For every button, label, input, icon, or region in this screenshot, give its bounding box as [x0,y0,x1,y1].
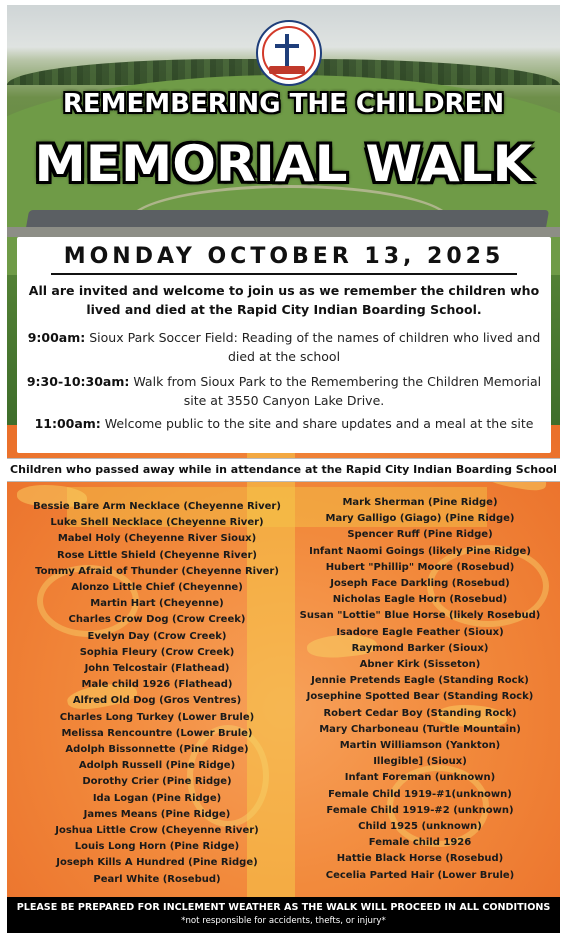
child-name-entry: Louis Long Horn (Pine Ridge) [74,841,240,853]
road [7,227,560,237]
event-date: MONDAY OCTOBER 13, 2025 [63,244,505,269]
child-name-entry: Joseph Kills A Hundred (Pine Ridge) [56,857,258,869]
child-name-entry: Josephine Spotted Bear (Standing Rock) [306,691,534,703]
child-name-entry: Abner Kirk (Sisseton) [359,659,481,671]
child-name-entry: Mary Charboneau (Turtle Mountain) [319,723,521,735]
child-name-entry: James Means (Pine Ridge) [83,808,231,820]
schedule-item [25,372,543,410]
child-name-entry: Adolph Bissonnette (Pine Ridge) [65,744,249,756]
child-name-entry: Male child 1926 (Flathead) [81,679,233,691]
child-name-entry: Dorothy Crier (Pine Ridge) [82,776,232,788]
weather-warning: PLEASE BE PREPARED FOR INCLEMENT WEATHER AS THE WALK WILL PROCEED IN ALL CONDITIONS [16,902,551,913]
title-line-2: MEMORIAL WALK [34,135,533,193]
event-info-card [17,237,551,453]
child-name-entry: Mary Galligo (Giago) (Pine Ridge) [325,513,515,525]
child-name-entry: Raymond Barker (Sioux) [351,642,489,654]
child-name-entry: Infant Foreman (unknown) [344,772,496,784]
child-name-entry: Charles Long Turkey (Lower Brule) [59,711,255,723]
schedule-text: Sioux Park Soccer Field: Reading of the names of children who lived and died at the school [89,330,541,364]
child-name-entry: Nicholas Eagle Horn (Rosebud) [332,594,508,606]
child-name-entry: Female child 1926 [368,837,472,849]
schedule-item [25,414,543,433]
child-name-entry: Robert Cedar Boy (Standing Rock) [323,707,517,719]
schedule-time: 9:00am: [27,330,86,345]
child-name-entry: Jennie Pretends Eagle (Standing Rock) [311,675,529,687]
child-name-entry: Tommy Afraid of Thunder (Cheyenne River) [35,565,279,577]
child-name-entry: Alonzo Little Chief (Cheyenne) [71,582,243,594]
child-name-entry: Melissa Rencountre (Lower Brule) [61,727,253,739]
child-name-entry: Illegible] (Sioux) [373,756,467,768]
date-underline [51,273,517,275]
child-name-entry: Isadore Eagle Feather (Sioux) [336,626,504,638]
child-name-entry: Infant Naomi Goings (likely Pine Ridge) [309,545,531,557]
schedule-text: Welcome public to the site and share updates and a meal at the site [104,416,534,431]
child-name-entry: Spencer Ruff (Pine Ridge) [347,529,493,541]
schedule-text: Walk from Sioux Park to the Remembering the Children Memorial site at 3550 Canyon Lake Drive. [133,374,542,408]
child-name-entry: Hubert "Phillip" Moore (Rosebud) [325,561,515,573]
child-name-entry: Joseph Face Darkling (Rosebud) [330,578,510,590]
child-name-entry: Mabel Holy (Cheyenne River Sioux) [57,533,257,545]
child-name-entry: Ida Logan (Pine Ridge) [92,792,222,804]
schedule-time: 11:00am: [34,416,101,431]
event-intro: All are invited and welcome to join us as we remember the children who lived and died at the Rapid City Indian Boarding School. [28,283,540,317]
footer-banner [7,897,560,933]
child-name-entry: Sophia Fleury (Crow Creek) [79,646,235,658]
child-name-entry: Adolph Russell (Pine Ridge) [78,760,236,772]
schedule-item [25,328,543,366]
child-name-entry: Charles Crow Dog (Crow Creek) [68,614,246,626]
child-name-entry: Susan "Lottie" Blue Horse (likely Rosebud) [299,610,541,622]
child-name-entry: John Telcostair (Flathead) [84,663,230,675]
child-name-entry: Rose Little Shield (Cheyenne River) [57,549,257,561]
child-name-entry: Martin Williamson (Yankton) [339,740,501,752]
memorial-walk-flyer [7,5,560,933]
child-name-entry: Martin Hart (Cheyenne) [90,598,224,610]
child-name-entry: Female Child 1919-#2 (unknown) [326,804,514,816]
child-name-entry: Cecelia Parted Hair (Lower Brule) [325,869,515,881]
title-line-1: REMEMBERING THE CHILDREN [62,89,505,119]
names-list-heading: Children who passed away while in attendance at the Rapid City Indian Boarding School [7,458,560,482]
organization-logo-icon [256,20,322,86]
names-column-right [290,495,550,884]
names-column-left [27,499,287,888]
child-name-entry: Luke Shell Necklace (Cheyenne River) [50,517,264,529]
child-name-entry: Joshua Little Crow (Cheyenne River) [55,825,259,837]
child-name-entry: Alfred Old Dog (Gros Ventres) [72,695,242,707]
child-name-entry: Female Child 1919-#1(unknown) [328,788,512,800]
child-name-entry: Child 1925 (unknown) [358,821,482,833]
child-name-entry: Mark Sherman (Pine Ridge) [342,497,498,508]
child-name-entry: Bessie Bare Arm Necklace (Cheyenne River) [33,501,281,512]
schedule-time: 9:30-10:30am: [26,374,130,389]
child-name-entry: Pearl White (Rosebud) [93,873,221,885]
child-name-entry: Hattie Black Horse (Rosebud) [336,853,504,865]
liability-disclaimer: *not responsible for accidents, thefts, or injury* [181,916,386,926]
child-name-entry: Evelyn Day (Crow Creek) [87,630,227,642]
